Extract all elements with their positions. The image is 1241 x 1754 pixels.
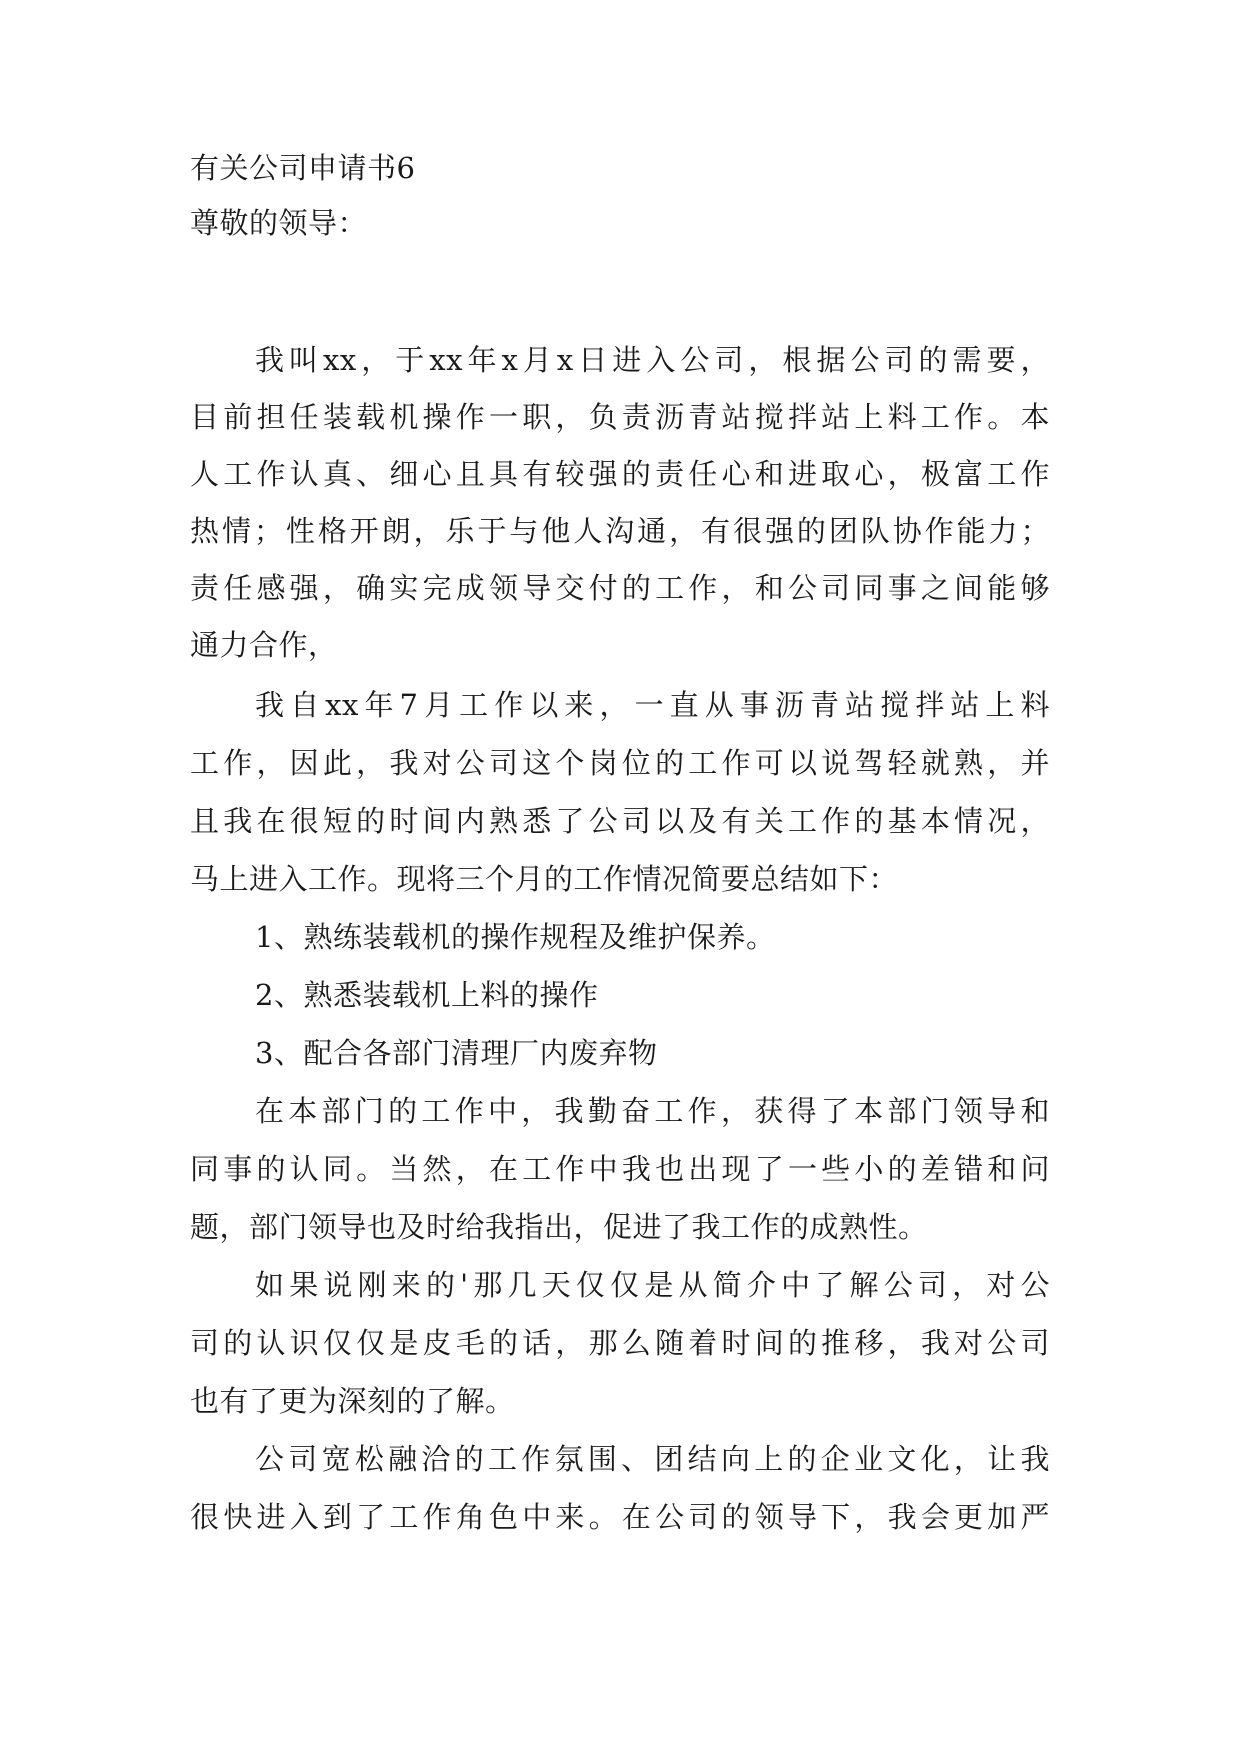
body-line: 很快进入到了工作角色中来。在公司的领导下，我会更加严 xyxy=(190,1500,1050,1534)
body-line: 司的认识仅仅是皮毛的话，那么随着时间的推移，我对公司 xyxy=(190,1326,1050,1360)
body-line: 在本部门的工作中，我勤奋工作，获得了本部门领导和 xyxy=(255,1094,1050,1128)
body-line: 题，部门领导也及时给我指出，促进了我工作的成熟性。 xyxy=(190,1210,928,1244)
document-title: 有关公司申请书6 xyxy=(190,151,416,185)
body-line: 工作，因此，我对公司这个岗位的工作可以说驾轻就熟，并 xyxy=(190,746,1050,780)
salutation: 尊敬的领导： xyxy=(190,206,368,240)
body-line: 人工作认真、细心且具有较强的责任心和进取心，极富工作 xyxy=(190,457,1050,491)
body-line: 通力合作， xyxy=(190,628,338,662)
body-line: 公司宽松融洽的工作氛围、团结向上的企业文化，让我 xyxy=(255,1442,1050,1476)
body-line: 责任感强，确实完成领导交付的工作，和公司同事之间能够 xyxy=(190,571,1050,605)
body-line: 同事的认同。当然，在工作中我也出现了一些小的差错和问 xyxy=(190,1152,1050,1186)
body-line: 马上进入工作。现将三个月的工作情况简要总结如下： xyxy=(190,862,899,896)
body-line: 也有了更为深刻的了解。 xyxy=(190,1384,515,1418)
body-line: 且我在很短的时间内熟悉了公司以及有关工作的基本情况， xyxy=(190,804,1050,838)
list-item: 2、熟悉装载机上料的操作 xyxy=(255,978,599,1012)
body-line: 我叫xx，于xx年x月x日进入公司，根据公司的需要， xyxy=(255,343,1050,377)
body-line: 目前担任装载机操作一职，负责沥青站搅拌站上料工作。本 xyxy=(190,400,1050,434)
body-line: 热情；性格开朗，乐于与他人沟通，有很强的团队协作能力； xyxy=(190,514,1050,548)
body-line: 我自xx年7月工作以来，一直从事沥青站搅拌站上料 xyxy=(255,688,1050,722)
list-item: 3、配合各部门清理厂内废弃物 xyxy=(255,1036,658,1070)
body-line: 如果说刚来的'那几天仅仅是从简介中了解公司，对公 xyxy=(255,1268,1050,1302)
list-item: 1、熟练装载机的操作规程及维护保养。 xyxy=(255,920,776,954)
